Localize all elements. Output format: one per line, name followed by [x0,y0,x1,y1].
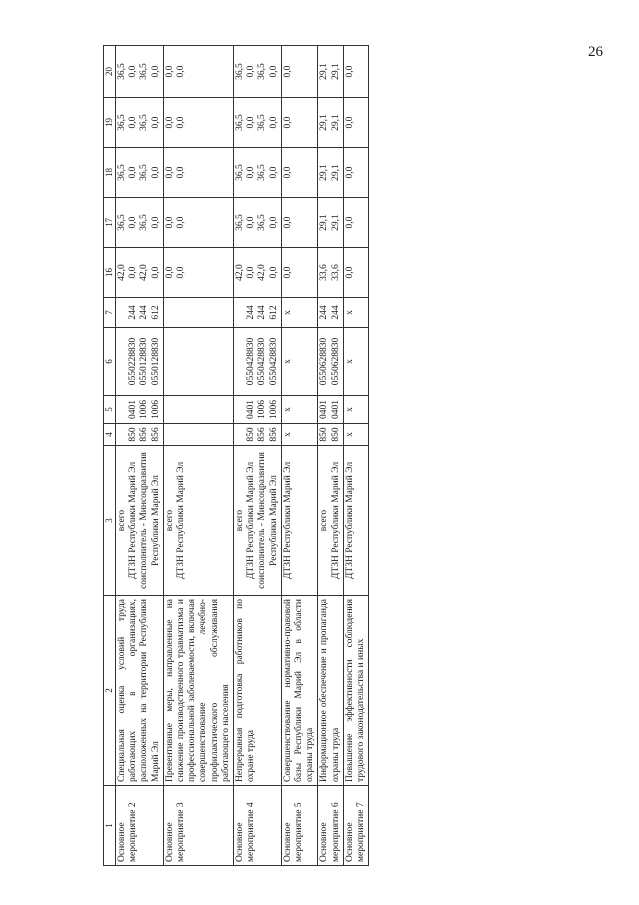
cell-col18 [163,148,233,198]
cell-line: 0,0 [282,216,293,229]
cell-line: 0,0 [268,216,279,229]
cell-line: 0,0 [176,266,187,279]
cell-line: 0,0 [268,65,279,78]
activity-description: Специальная оценка условий труда работающих в организациях, расположенных на территории Республики Марий Эл [116,596,164,786]
cell-line: 850 [330,427,341,442]
cell-col4 [116,424,164,446]
cell-line: 0,0 [128,266,139,279]
cell-line: 36,5 [139,164,150,181]
column-header-16: 16 [104,248,116,298]
activity-description: Совершенствование нормативно-правовой базы Республики Марий Эл в области охраны труда [281,596,318,786]
cell-line [176,331,187,392]
cell-line: 42,0 [257,264,268,281]
cell-line: 1006 [139,400,150,419]
cell-line [176,399,187,420]
cell-line: 36,5 [257,63,268,80]
cell-line: 0550628830 [319,337,330,386]
cell-line: 0401 [246,400,257,419]
cell-line: 1006 [150,400,161,419]
cell-line: 244 [139,305,150,320]
activity-number: Основное мероприятие 5 [281,786,318,866]
cell-col5 [163,396,233,424]
cell-line: 36,5 [117,214,127,231]
cell-line: 0,0 [128,65,139,78]
cell-line: 850 [246,427,257,442]
cell-line: 33,6 [319,264,330,281]
cell-col17 [163,198,233,248]
cell-col3 [116,446,164,596]
activity-description: Повышение эффективности соблюдения трудового законодательства и иных [343,596,368,786]
cell-line: 1006 [268,400,279,419]
cell-line: ДТЗН Республики Марий Эл [128,461,139,580]
cell-line: 850 [319,427,330,442]
cell-line: x [282,407,293,412]
cell-line: 36,5 [257,214,268,231]
cell-line: 0550128830 [150,337,161,386]
table-row [318,46,343,866]
cell-line: 0,0 [344,65,355,78]
cell-col19 [318,98,343,148]
cell-line: 29,1 [319,114,330,131]
cell-line: x [282,359,293,364]
table-body [116,46,369,866]
cell-line: ДТЗН Республики Марий Эл [330,461,341,580]
cell-line: 36,5 [139,114,150,131]
cell-line [117,399,128,420]
cell-line: 0,0 [128,166,139,179]
column-header-18: 18 [104,148,116,198]
cell-line: x [344,359,355,364]
cell-line [165,331,176,392]
cell-line: 36,5 [235,214,246,231]
cell-line: 36,5 [139,214,150,231]
cell-line: ДТЗН Республики Марий Эл [176,461,187,580]
cell-col16 [116,248,164,298]
cell-col3 [163,446,233,596]
cell-line: 0,0 [164,166,175,179]
rotated-table-container [103,46,603,866]
activity-number: Основное мероприятие 6 [318,786,343,866]
cell-line: 0401 [128,400,139,419]
table-row [234,46,282,866]
cell-col6 [116,328,164,396]
cell-line: 0,0 [282,166,293,179]
cell-col5 [234,396,282,424]
cell-line [176,301,187,324]
cell-col17 [234,198,282,248]
cell-col20 [163,46,233,98]
cell-line: 36,5 [257,114,268,131]
table-row [116,46,164,866]
cell-line: 0,0 [164,266,175,279]
cell-line: 0,0 [164,65,175,78]
table-row [163,46,233,866]
cell-line: 29,1 [319,164,330,181]
cell-line: 0,0 [282,65,293,78]
cell-line: 0401 [319,400,330,419]
cell-line: ДТЗН Республики Марий Эл [282,461,293,580]
cell-line [165,427,176,442]
activity-number: Основное мероприятие 2 [116,786,164,866]
cell-line: соисполнитель - Минсоцразвития Республики Марий Эл [257,452,279,589]
cell-col16 [281,248,318,298]
activity-description: Непрерывная подготовка работников по охране труда [234,596,282,786]
cell-line: 850 [128,427,139,442]
cell-line: 244 [330,305,341,320]
cell-col3 [318,446,343,596]
cell-line: 0,0 [128,116,139,129]
cell-line: 29,1 [330,164,341,181]
cell-line: 0,0 [176,65,187,78]
cell-line: x [344,407,355,412]
cell-line: 33,6 [330,264,341,281]
cell-col6 [343,328,368,396]
activity-number: Основное мероприятие 4 [234,786,282,866]
cell-line: 0550428830 [268,337,279,386]
cell-line: всего [319,509,330,532]
cell-line: 0550228830 [128,337,139,386]
column-header-4: 4 [104,424,116,446]
cell-line: 0,0 [344,116,355,129]
header-row [104,46,116,866]
cell-line [235,301,246,324]
cell-line [176,427,187,442]
cell-line: 42,0 [117,264,127,281]
cell-col4 [343,424,368,446]
activity-description: Информационное обеспечение и пропаганда охраны труда [318,596,343,786]
cell-line: 29,1 [319,63,330,80]
column-header-7: 7 [104,298,116,328]
cell-line [235,399,246,420]
cell-line: 0,0 [246,116,257,129]
cell-line: 244 [246,305,257,320]
cell-line: 42,0 [139,264,150,281]
cell-line: 36,5 [139,63,150,80]
cell-line [165,301,176,324]
cell-line: 36,5 [257,164,268,181]
cell-line: 612 [150,305,161,320]
cell-col5 [318,396,343,424]
cell-col7 [163,298,233,328]
cell-col3 [234,446,282,596]
cell-line: 0,0 [176,116,187,129]
cell-col18 [116,148,164,198]
cell-line: 856 [150,427,161,442]
cell-col17 [318,198,343,248]
cell-col7 [318,298,343,328]
cell-line: 29,1 [330,114,341,131]
cell-line: 244 [257,305,268,320]
cell-line: 856 [139,427,150,442]
cell-line: x [344,432,355,437]
cell-col17 [343,198,368,248]
cell-line: 36,5 [117,114,127,131]
cell-line: 0,0 [344,266,355,279]
cell-line: 0,0 [344,216,355,229]
cell-col17 [116,198,164,248]
cell-line: 0,0 [176,166,187,179]
cell-line: 0,0 [268,166,279,179]
cell-line: x [344,310,355,315]
cell-col6 [318,328,343,396]
cell-line: 29,1 [330,214,341,231]
cell-line [117,331,128,392]
cell-line [117,301,128,324]
cell-col18 [234,148,282,198]
cell-line: 1006 [257,400,268,419]
cell-col7 [234,298,282,328]
cell-col16 [163,248,233,298]
cell-line: 29,1 [319,214,330,231]
cell-col6 [163,328,233,396]
cell-col18 [281,148,318,198]
cell-line: 0401 [330,400,341,419]
cell-col7 [281,298,318,328]
cell-line: 36,5 [117,63,127,80]
cell-line: 0,0 [150,116,161,129]
cell-line: 0550428830 [246,337,257,386]
cell-line: 42,0 [235,264,246,281]
table-row [343,46,368,866]
cell-line: 0,0 [246,216,257,229]
cell-line: 0,0 [164,216,175,229]
cell-line: ДТЗН Республики Марий Эл [344,461,355,580]
cell-line: 612 [268,305,279,320]
cell-line: 0,0 [268,266,279,279]
column-header-19: 19 [104,98,116,148]
cell-line: 0,0 [150,166,161,179]
cell-line: 0,0 [150,266,161,279]
cell-col4 [318,424,343,446]
cell-line: всего [117,509,127,532]
cell-col18 [318,148,343,198]
cell-col3 [281,446,318,596]
cell-col4 [281,424,318,446]
cell-col7 [116,298,164,328]
cell-col19 [116,98,164,148]
cell-line: 0,0 [150,216,161,229]
column-header-20: 20 [104,46,116,98]
cell-line: 856 [268,427,279,442]
cell-line: 856 [257,427,268,442]
activity-description: Превентивные меры, направленные на снижение производственного травматизма и профессиональной заболеваемости, включая совершенствование лечебно-профилактического обслуживания работающего населения [163,596,233,786]
cell-col3 [343,446,368,596]
cell-line: 29,1 [330,63,341,80]
column-header-1: 1 [104,786,116,866]
cell-col20 [318,46,343,98]
cell-line: 0550628830 [330,337,341,386]
column-header-5: 5 [104,396,116,424]
activity-number: Основное мероприятие 3 [163,786,233,866]
cell-line: 0,0 [282,116,293,129]
cell-line: 0,0 [344,166,355,179]
cell-col5 [343,396,368,424]
cell-line: x [282,310,293,315]
cell-line: соисполнитель - Минсоцразвития Республики Марий Эл [139,452,161,589]
cell-line: 0,0 [128,216,139,229]
cell-line: всего [164,509,175,532]
cell-line: x [282,432,293,437]
cell-col16 [234,248,282,298]
table-row [281,46,318,866]
cell-line: 0,0 [150,65,161,78]
cell-line: ДТЗН Республики Марий Эл [246,461,257,580]
cell-col4 [234,424,282,446]
column-header-2: 2 [104,596,116,786]
cell-line: 0,0 [246,65,257,78]
cell-line: 244 [319,305,330,320]
cell-col19 [281,98,318,148]
cell-line: 244 [128,305,139,320]
cell-col19 [343,98,368,148]
cell-line: 0,0 [268,116,279,129]
cell-col20 [234,46,282,98]
cell-col16 [343,248,368,298]
column-header-17: 17 [104,198,116,248]
cell-col6 [234,328,282,396]
cell-col16 [318,248,343,298]
cell-col20 [343,46,368,98]
cell-col5 [116,396,164,424]
cell-line: 36,5 [235,114,246,131]
cell-line: 36,5 [117,164,127,181]
cell-col17 [281,198,318,248]
cell-line [165,399,176,420]
cell-col5 [281,396,318,424]
cell-line: 0,0 [282,266,293,279]
cell-col18 [343,148,368,198]
activity-number: Основное мероприятие 7 [343,786,368,866]
column-header-3: 3 [104,446,116,596]
cell-col4 [163,424,233,446]
program-table [103,45,369,866]
cell-col6 [281,328,318,396]
cell-line: 36,5 [235,164,246,181]
cell-col20 [116,46,164,98]
cell-line [235,331,246,392]
cell-col19 [234,98,282,148]
cell-line: 0,0 [246,166,257,179]
cell-col20 [281,46,318,98]
cell-line: 0550428830 [257,337,268,386]
cell-line [235,427,246,442]
cell-line: 0550128830 [139,337,150,386]
cell-col19 [163,98,233,148]
cell-line: 36,5 [235,63,246,80]
cell-line: 0,0 [176,216,187,229]
column-header-6: 6 [104,328,116,396]
cell-line [117,427,128,442]
cell-line: всего [235,509,246,532]
cell-line: 0,0 [164,116,175,129]
cell-line: 0,0 [246,266,257,279]
cell-col7 [343,298,368,328]
page-number: 26 [588,44,603,60]
